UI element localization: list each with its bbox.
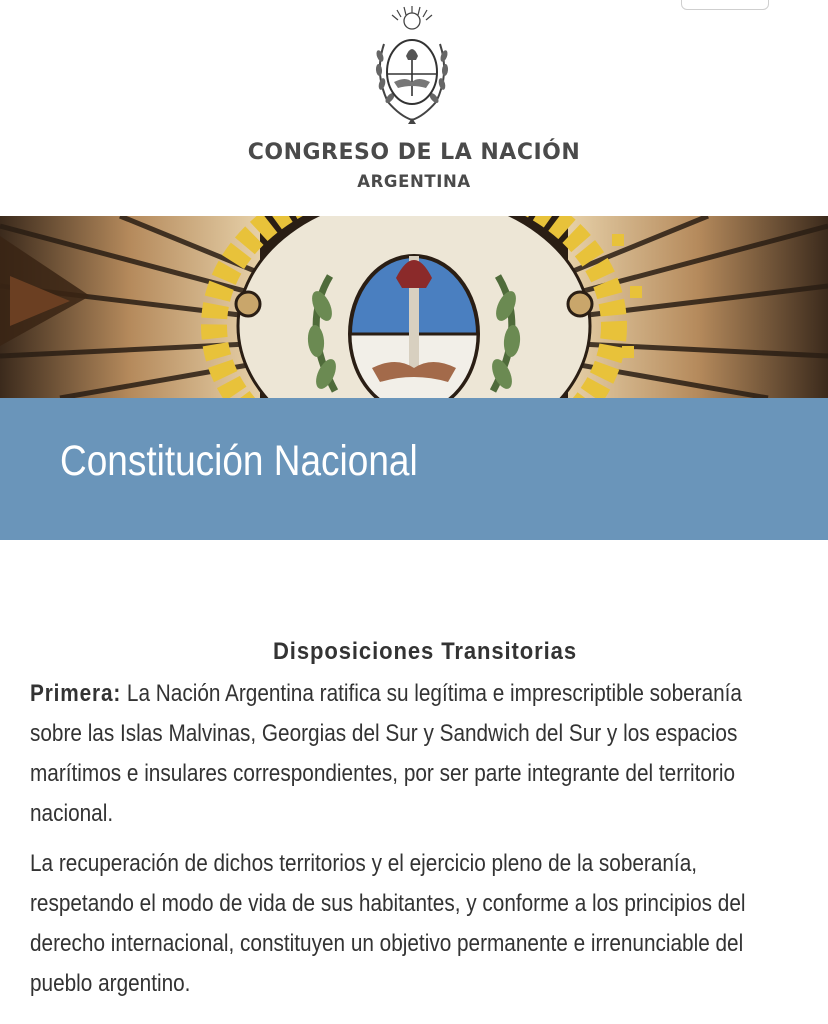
section-heading: Disposiciones Transitorias xyxy=(272,638,578,665)
menu-button[interactable] xyxy=(681,0,769,10)
paragraph-text: La Nación Argentina ratifica su legítima e imprescriptible soberanía sobre las Islas Malvinas, Georgias del Sur y Sandwich del Sur y los espacios marítimos e insulares correspondientes, por ser parte integrante del territorio nacional. xyxy=(30,680,742,827)
coat-of-arms-icon xyxy=(366,4,458,126)
paragraph-second: La recuperación de dichos territorios y el ejercicio pleno de la soberanía, respetando el modo de vida de sus habitantes, y conforme a los principios del derecho internacional, constituyen un objetivo permanente e irrenunciable del pueblo argentino. xyxy=(30,850,746,997)
brand-subtitle: ARGENTINA xyxy=(357,172,471,191)
page-title-bar xyxy=(0,398,828,540)
hero-banner-image xyxy=(0,216,828,398)
page-title: Constitución Nacional xyxy=(60,437,418,485)
article-content xyxy=(30,636,820,1004)
paragraph-label: Primera: xyxy=(30,680,122,707)
paragraph-primera xyxy=(30,674,791,834)
brand-title: CONGRESO DE LA NACIÓN xyxy=(247,140,581,165)
